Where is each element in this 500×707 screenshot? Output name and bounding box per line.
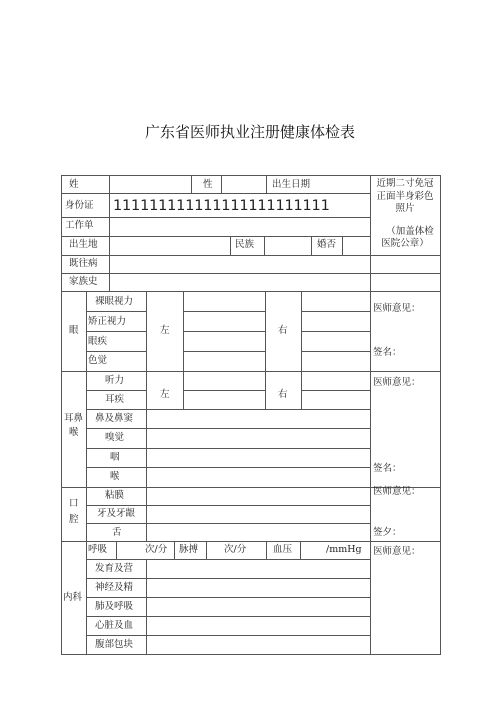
photo-line: 近期二寸免冠 <box>376 178 434 189</box>
section-ent: 喉 <box>69 427 79 438</box>
label-workplace: 工作单 <box>65 220 94 231</box>
photo-line: 医院公章） <box>381 238 429 249</box>
label-ethnicity: 民族 <box>235 239 255 250</box>
label-birthdate: 出生日期 <box>272 179 311 190</box>
unit-mmhg: /mmHg <box>326 544 362 555</box>
ent-right: 右 <box>278 389 288 400</box>
internal-item: 神经及精 <box>95 582 134 593</box>
eye-right: 右 <box>278 325 288 336</box>
label-history: 既往病 <box>69 258 98 269</box>
label-sex: 性 <box>203 179 213 190</box>
label-blood-pressure: 血压 <box>273 544 293 555</box>
oral-item: 粘膜 <box>105 490 125 501</box>
label-marital: 婚否 <box>317 239 337 250</box>
label-id-card: 身份证 <box>65 200 94 211</box>
ent-item: 耳疾 <box>105 394 125 405</box>
page-title: 广东省医师执业注册健康体检表 <box>144 123 355 141</box>
unit-per-minute: 次/分 <box>145 544 168 555</box>
internal-item: 腹部包块 <box>95 639 134 650</box>
ent-left: 左 <box>160 389 170 400</box>
label-birthplace: 出生地 <box>69 239 98 250</box>
ent-item: 嗅觉 <box>105 432 125 443</box>
label-name: 姓 <box>69 179 79 190</box>
eye-item: 矫正视力 <box>88 316 127 327</box>
section-ent: 耳鼻 <box>64 413 84 424</box>
label-family-history: 家族史 <box>69 276 98 287</box>
doctor-opinion: 医师意见： <box>373 546 421 557</box>
eye-item: 裸眼视力 <box>95 296 134 307</box>
label-breathing: 呼吸 <box>88 544 108 555</box>
internal-item: 心脏及血 <box>95 620 134 631</box>
photo-line: 正面半身彩色 <box>376 190 434 202</box>
section-oral: 口 <box>69 498 79 509</box>
ent-item: 喉 <box>110 471 120 482</box>
ent-item: 鼻及鼻窦 <box>95 413 134 424</box>
oral-item: 舌 <box>112 527 122 538</box>
internal-item: 发育及营 <box>95 563 134 574</box>
oral-item: 牙及牙龈 <box>97 508 136 519</box>
id-number: 111111111111111111111111 <box>113 198 330 214</box>
doctor-sign-oral: 签夕： <box>373 527 402 538</box>
doctor-sign: 签名： <box>373 347 402 358</box>
ent-item: 听力 <box>105 375 125 386</box>
health-check-form <box>61 175 441 655</box>
ent-item: 咽 <box>110 452 120 463</box>
photo-line: （加盖体检 <box>386 225 434 237</box>
internal-item: 肺及呼吸 <box>95 601 134 612</box>
eye-item: 眼疾 <box>88 336 108 347</box>
photo-box <box>370 178 440 251</box>
unit-per-minute: 次/分 <box>224 544 247 555</box>
section-oral: 腔 <box>69 514 79 525</box>
doctor-opinion: 医师意见： <box>373 377 421 388</box>
doctor-opinion: 医师意见： <box>373 303 421 314</box>
eye-item: 色觉 <box>88 355 108 366</box>
label-pulse: 脉搏 <box>179 544 199 555</box>
doctor-opinion: 医师意见： <box>373 486 421 497</box>
eye-left: 左 <box>160 325 170 336</box>
photo-line: 照片 <box>395 203 415 214</box>
section-internal: 内科 <box>63 592 83 603</box>
doctor-sign: 签名： <box>373 463 402 474</box>
section-eye: 眼 <box>69 325 79 336</box>
